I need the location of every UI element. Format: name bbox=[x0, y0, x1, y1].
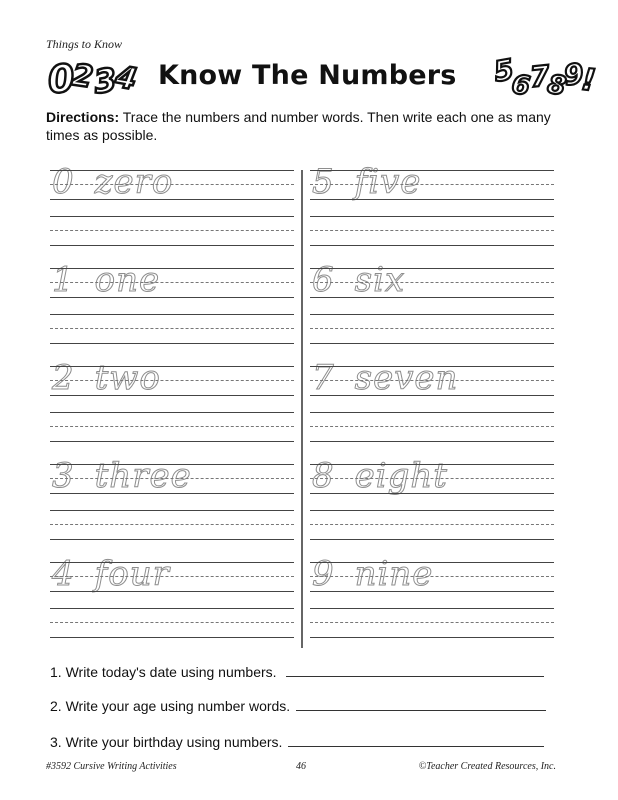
svg-text:!: ! bbox=[579, 62, 598, 99]
question-text: 1. Write today's date using numbers. bbox=[50, 664, 277, 680]
trace-text: 3 three bbox=[52, 456, 192, 496]
trace-text: 9 nine bbox=[312, 554, 434, 594]
bubble-digits-right-icon bbox=[491, 50, 598, 103]
trace-text: 0 zero bbox=[52, 162, 174, 202]
question-item bbox=[50, 734, 544, 750]
question-text: 2. Write your age using number words. bbox=[50, 698, 291, 714]
practice-block bbox=[50, 356, 294, 454]
page-title: Know The Numbers bbox=[158, 60, 457, 91]
svg-text:6: 6 bbox=[509, 69, 532, 102]
svg-text:5: 5 bbox=[491, 52, 517, 89]
svg-text:2: 2 bbox=[69, 57, 96, 96]
directions-label: Directions: bbox=[46, 109, 120, 125]
practice-block bbox=[310, 258, 554, 356]
answer-blank[interactable] bbox=[288, 734, 544, 747]
answer-blank[interactable] bbox=[296, 698, 546, 711]
practice-column-left bbox=[50, 160, 294, 650]
svg-text:7: 7 bbox=[528, 59, 552, 94]
practice-column-right bbox=[310, 160, 554, 650]
bubble-digits-left-icon bbox=[45, 52, 142, 103]
practice-block bbox=[50, 160, 294, 258]
practice-block bbox=[310, 454, 554, 552]
trace-text: 1 one bbox=[52, 260, 161, 300]
trace-text: 6 six bbox=[312, 260, 406, 300]
page-number: 46 bbox=[296, 761, 306, 772]
title-row bbox=[40, 52, 598, 103]
section-label: Things to Know bbox=[46, 37, 123, 51]
footer-copyright: ©Teacher Created Resources, Inc. bbox=[418, 761, 556, 772]
trace-text: 2 two bbox=[52, 358, 161, 398]
svg-text:0: 0 bbox=[45, 55, 77, 103]
practice-sheet bbox=[44, 160, 554, 650]
question-item bbox=[50, 698, 546, 714]
svg-text:9: 9 bbox=[561, 56, 586, 93]
footer-book-title: #3592 Cursive Writing Activities bbox=[46, 761, 177, 772]
svg-text:4: 4 bbox=[112, 59, 140, 98]
trace-text: 7 seven bbox=[312, 358, 459, 398]
directions-text: Trace the numbers and number words. Then write each one as many times as possible. bbox=[46, 109, 551, 143]
trace-text: 4 four bbox=[52, 554, 170, 594]
column-divider bbox=[301, 170, 303, 648]
practice-block bbox=[50, 454, 294, 552]
practice-block bbox=[310, 552, 554, 650]
answer-blank[interactable] bbox=[286, 664, 544, 677]
directions bbox=[46, 108, 566, 144]
svg-text:3: 3 bbox=[91, 60, 119, 102]
practice-block bbox=[310, 160, 554, 258]
question-text: 3. Write your birthday using numbers. bbox=[50, 734, 283, 750]
svg-text:8: 8 bbox=[545, 69, 569, 103]
practice-block bbox=[50, 258, 294, 356]
question-item bbox=[50, 664, 544, 680]
trace-text: 5 five bbox=[312, 162, 422, 202]
trace-text: 8 eight bbox=[312, 456, 448, 496]
practice-block bbox=[310, 356, 554, 454]
practice-block bbox=[50, 552, 294, 650]
